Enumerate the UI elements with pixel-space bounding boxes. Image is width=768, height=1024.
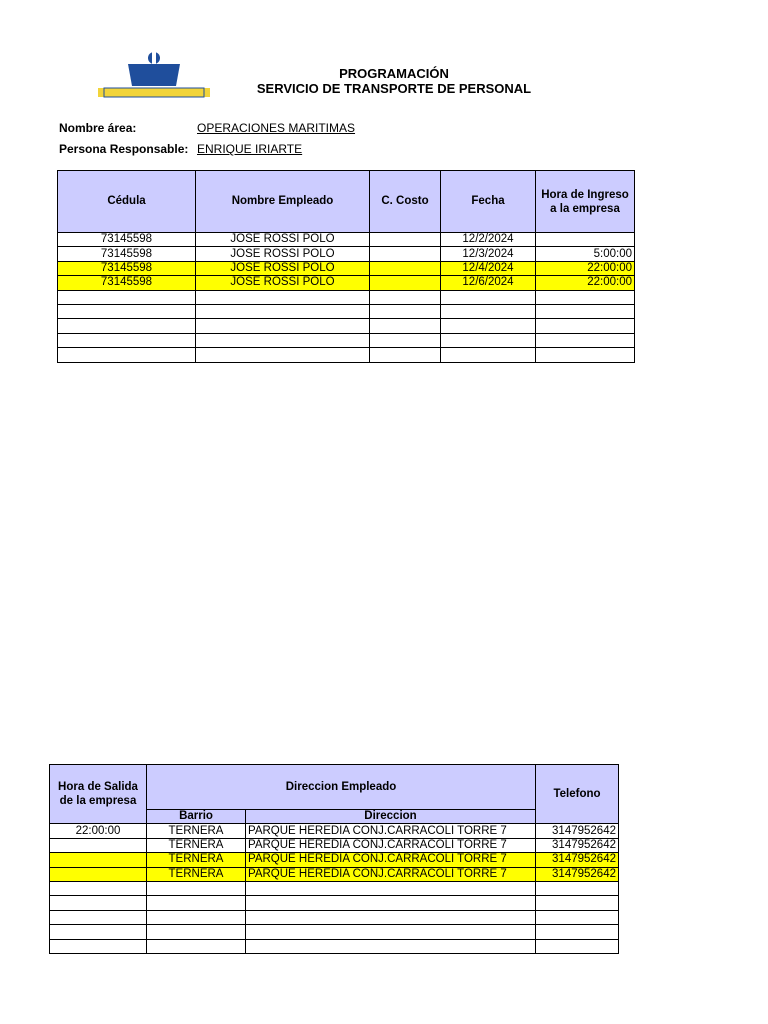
empty-row: [50, 939, 619, 953]
empty-cell: [370, 333, 441, 347]
empty-cell: [441, 348, 536, 362]
empty-cell: [246, 939, 536, 953]
costo-cell: [370, 276, 441, 290]
barrio-cell: TERNERA: [147, 853, 246, 867]
empty-cell: [441, 290, 536, 304]
empty-row: [50, 910, 619, 924]
empty-cell: [196, 290, 370, 304]
barrio-cell: TERNERA: [147, 867, 246, 881]
empty-cell: [536, 881, 619, 895]
empty-cell: [196, 319, 370, 333]
empty-cell: [147, 925, 246, 939]
empty-row: [58, 304, 635, 318]
ingreso-cell: [536, 233, 635, 247]
empty-cell: [246, 910, 536, 924]
title-line-1: PROGRAMACIÓN: [339, 66, 449, 81]
empty-cell: [370, 319, 441, 333]
empty-cell: [147, 910, 246, 924]
table-row: [58, 261, 635, 275]
fecha-cell: 12/4/2024: [441, 261, 536, 275]
responsible-label: Persona Responsable:: [59, 142, 189, 156]
empty-cell: [536, 290, 635, 304]
costo-cell: [370, 261, 441, 275]
responsible-value: ENRIQUE IRIARTE: [197, 142, 303, 156]
empty-row: [58, 290, 635, 304]
costo-cell: [370, 247, 441, 261]
empty-row: [50, 881, 619, 895]
empty-cell: [536, 319, 635, 333]
cedula-cell: 73145598: [58, 261, 196, 275]
nombre-cell: JOSE ROSSI POLO: [196, 233, 370, 247]
empty-row: [50, 896, 619, 910]
document-title: [200, 66, 588, 96]
telefono-cell: 3147952642: [536, 824, 619, 838]
empty-cell: [536, 939, 619, 953]
header-cedula: Cédula: [58, 171, 196, 233]
empty-cell: [196, 333, 370, 347]
empty-cell: [58, 319, 196, 333]
empty-cell: [536, 910, 619, 924]
salida-cell: 22:00:00: [50, 824, 147, 838]
nombre-cell: JOSE ROSSI POLO: [196, 247, 370, 261]
empty-cell: [441, 304, 536, 318]
empty-cell: [246, 881, 536, 895]
salida-cell: [50, 838, 147, 852]
empty-cell: [246, 925, 536, 939]
telefono-cell: 3147952642: [536, 838, 619, 852]
telefono-cell: 3147952642: [536, 853, 619, 867]
empty-cell: [536, 333, 635, 347]
empty-cell: [50, 881, 147, 895]
table-row: [50, 838, 619, 852]
ingreso-cell: 22:00:00: [536, 276, 635, 290]
header-nombre-empleado: Nombre Empleado: [196, 171, 370, 233]
table-row: [50, 824, 619, 838]
header-direccion: Direccion: [246, 810, 536, 824]
nombre-cell: JOSE ROSSI POLO: [196, 276, 370, 290]
empty-cell: [370, 304, 441, 318]
empty-cell: [370, 290, 441, 304]
empty-cell: [58, 333, 196, 347]
empty-cell: [441, 333, 536, 347]
header-telefono: Telefono: [536, 765, 619, 824]
empty-cell: [536, 896, 619, 910]
header-fecha: Fecha: [441, 171, 536, 233]
header-direccion-empleado: Direccion Empleado: [147, 765, 536, 810]
empty-cell: [58, 290, 196, 304]
empty-row: [58, 333, 635, 347]
title-line-2: SERVICIO DE TRANSPORTE DE PERSONAL: [256, 81, 532, 96]
empty-row: [58, 348, 635, 362]
empty-cell: [441, 319, 536, 333]
header-c-costo: C. Costo: [370, 171, 441, 233]
cedula-cell: 73145598: [58, 247, 196, 261]
empty-cell: [246, 896, 536, 910]
header-hora-salida: Hora de Salida de la empresa: [50, 765, 147, 824]
empty-cell: [147, 939, 246, 953]
direccion-cell: PARQUE HEREDIA CONJ.CARRACOLI TORRE 7: [246, 867, 536, 881]
table-row: [58, 247, 635, 261]
puerto-cartagena-logo: [98, 52, 210, 100]
empty-cell: [536, 925, 619, 939]
fecha-cell: 12/6/2024: [441, 276, 536, 290]
cedula-cell: 73145598: [58, 276, 196, 290]
table-row: [58, 233, 635, 247]
empty-cell: [147, 881, 246, 895]
direccion-cell: PARQUE HEREDIA CONJ.CARRACOLI TORRE 7: [246, 853, 536, 867]
nombre-cell: JOSE ROSSI POLO: [196, 261, 370, 275]
schedule-table: [57, 170, 635, 363]
direccion-cell: PARQUE HEREDIA CONJ.CARRACOLI TORRE 7: [246, 824, 536, 838]
address-table: [49, 764, 619, 954]
fecha-cell: 12/2/2024: [441, 233, 536, 247]
costo-cell: [370, 233, 441, 247]
ingreso-cell: 5:00:00: [536, 247, 635, 261]
ingreso-cell: 22:00:00: [536, 261, 635, 275]
empty-cell: [50, 925, 147, 939]
empty-cell: [58, 348, 196, 362]
area-value: OPERACIONES MARITIMAS: [197, 121, 356, 135]
empty-cell: [536, 304, 635, 318]
empty-row: [50, 925, 619, 939]
table-row: [58, 276, 635, 290]
empty-cell: [50, 896, 147, 910]
empty-cell: [50, 910, 147, 924]
direccion-cell: PARQUE HEREDIA CONJ.CARRACOLI TORRE 7: [246, 838, 536, 852]
empty-cell: [370, 348, 441, 362]
empty-cell: [536, 348, 635, 362]
cedula-cell: 73145598: [58, 233, 196, 247]
area-label: Nombre área:: [59, 121, 137, 135]
telefono-cell: 3147952642: [536, 867, 619, 881]
barrio-cell: TERNERA: [147, 838, 246, 852]
empty-row: [58, 319, 635, 333]
table-row: [50, 867, 619, 881]
barrio-cell: TERNERA: [147, 824, 246, 838]
empty-cell: [50, 939, 147, 953]
salida-cell: [50, 867, 147, 881]
table-row: [50, 853, 619, 867]
empty-cell: [196, 304, 370, 318]
salida-cell: [50, 853, 147, 867]
empty-cell: [147, 896, 246, 910]
header-hora-ingreso: Hora de Ingreso a la empresa: [536, 171, 635, 233]
header-barrio: Barrio: [147, 810, 246, 824]
empty-cell: [196, 348, 370, 362]
fecha-cell: 12/3/2024: [441, 247, 536, 261]
empty-cell: [58, 304, 196, 318]
